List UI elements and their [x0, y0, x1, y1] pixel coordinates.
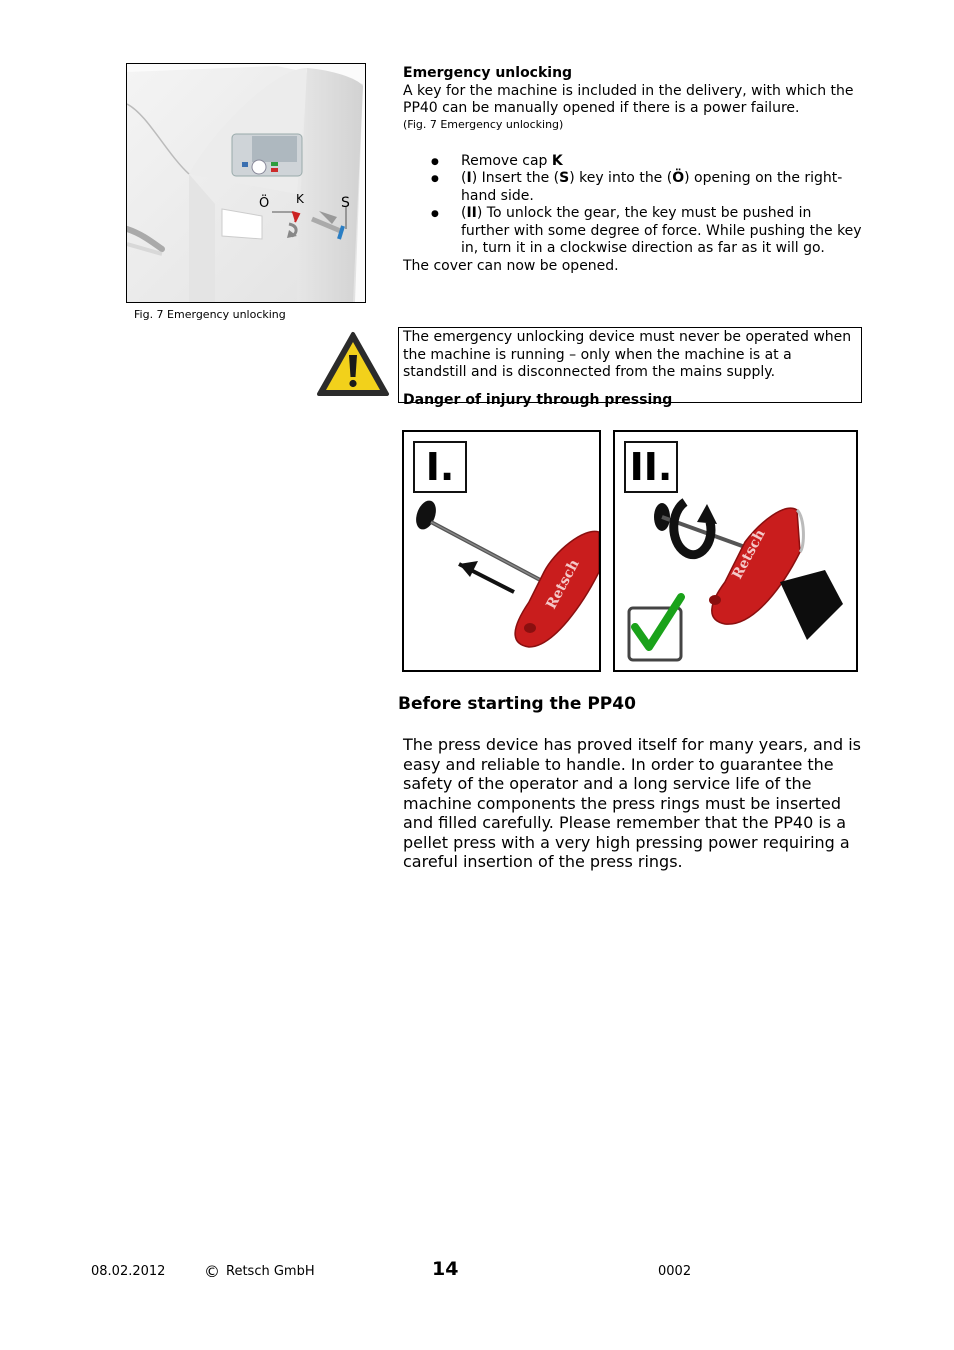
footer-date: 08.02.2012: [91, 1264, 166, 1279]
machine-figure: [126, 63, 366, 303]
list-item: ● (I) Insert the (S) key into the (Ö) opening on the right-hand side.: [403, 170, 863, 205]
footer-code: 0002: [658, 1264, 692, 1279]
emergency-ref: (Fig. 7 Emergency unlocking): [403, 117, 564, 131]
warning-box: [398, 327, 862, 408]
fig-label-s: S: [341, 195, 350, 211]
warning-text: The emergency unlocking device must never be operated when the machine is running – only when the machine is at a standstill and is disconnected from the mains supply.: [403, 329, 852, 380]
step-two-label: II.: [629, 445, 673, 489]
brand-logo: Retsch: [543, 557, 583, 612]
fig-label-o: Ö: [259, 196, 270, 211]
page-number: 14: [432, 1258, 459, 1280]
section-heading: Before starting the PP40: [398, 694, 636, 714]
emergency-steps: [403, 153, 863, 258]
before-text: The press device has proved itself for many years, and is easy and reliable to handle. In order to guarantee the safety of the operator and a long service life of the machine components the press rings must be inserted and filled carefully. Please remember that the PP40 is a pellet press with a very high pressing power requiring a careful insertion of the press rings.: [403, 735, 861, 871]
emergency-section: [403, 65, 863, 275]
warning-danger: Danger of injury through pressing: [403, 391, 673, 408]
footer-company: Retsch GmbH: [226, 1264, 315, 1279]
emergency-intro: A key for the machine is included in the delivery, with which the PP40 can be manually opened if there is a power failure.: [403, 82, 854, 116]
checkmark-icon: [629, 597, 681, 660]
step-two-illustration: [613, 430, 858, 672]
step-one-illustration: [402, 430, 601, 672]
list-item: ● (II) To unlock the gear, the key must be pushed in further with some degree of force. While pushing the key in, turn it in a clockwise direction as far as it will go.: [403, 205, 863, 258]
fig-label-k: K: [296, 192, 304, 206]
brand-logo: Retsch: [729, 527, 769, 582]
copyright-icon: ©: [204, 1262, 220, 1281]
figure-caption: Fig. 7 Emergency unlocking: [134, 308, 286, 321]
step-one-label: I.: [425, 445, 455, 489]
warning-triangle-icon: [316, 331, 390, 397]
emergency-title: Emergency unlocking: [403, 65, 573, 81]
emergency-closing: The cover can now be opened.: [403, 257, 619, 274]
list-item: ● Remove cap K: [403, 153, 863, 171]
